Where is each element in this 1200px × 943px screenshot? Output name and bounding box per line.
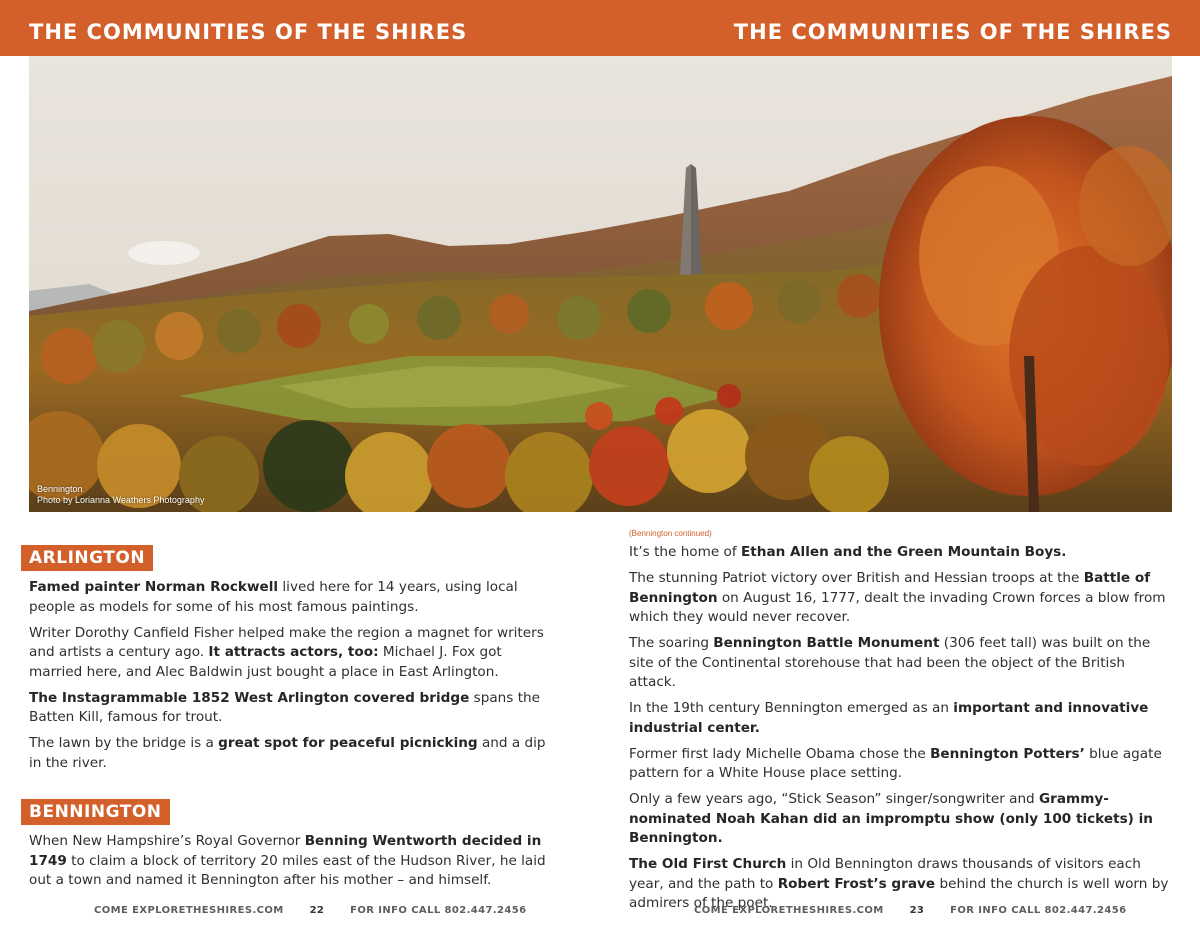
paragraph xyxy=(29,832,564,891)
footer-website-link[interactable]: COME EXPLORETHESHIRES.COM xyxy=(694,905,884,916)
continued-label: (Bennington continued) xyxy=(629,529,712,538)
page-title-left: THE COMMUNITIES OF THE SHIRES xyxy=(29,20,468,44)
page-number: 22 xyxy=(309,905,325,916)
text: Michael J. Fox got married here, and Alec Baldwin just bought a place in East Arlington. xyxy=(29,644,502,680)
footer-right xyxy=(694,905,1126,916)
bold-text: Famed painter Norman Rockwell xyxy=(29,579,279,595)
bold-text: The Instagrammable 1852 West Arlington covered bridge xyxy=(29,689,470,706)
footer-phone: FOR INFO CALL 802.447.2456 xyxy=(350,905,527,916)
paragraph xyxy=(629,543,1174,563)
arlington-heading: ARLINGTON xyxy=(21,545,153,571)
text: (306 feet tall) was built on the site of the Continental storehouse that had been the object of the British attack. xyxy=(629,635,1151,690)
bold-text: great spot for peaceful picnicking xyxy=(218,735,478,751)
paragraph xyxy=(29,734,559,773)
text: lived here for 14 years, using local people as models for some of his most famous paintings. xyxy=(29,579,518,615)
bold-text: The Old First Church xyxy=(629,856,787,872)
text: The lawn by the bridge is a xyxy=(29,735,219,751)
text: to claim a block of territory 20 miles east of the Hudson River, he laid out a town and named it Bennington after his mother – and himself. xyxy=(29,852,546,888)
text: and a dip in the river. xyxy=(29,735,546,771)
bold-text: Ethan Allen and the Green Mountain Boys. xyxy=(740,544,1067,560)
paragraph xyxy=(29,624,559,683)
bold-text: Battle of Bennington xyxy=(629,570,1151,606)
text: Only a few years ago, “Stick Season” singer/songwriter and xyxy=(629,791,1040,807)
caption-place: Bennington xyxy=(37,484,83,494)
bold-text: Grammy-nominated Noah Kahan did an impromptu show (only 100 tickets) in Bennington. xyxy=(629,791,1153,846)
text: blue agate pattern for a White House place setting. xyxy=(629,745,1162,781)
header-bar xyxy=(0,0,1200,56)
footer-left xyxy=(94,905,526,916)
paragraph xyxy=(629,699,1174,738)
paragraph xyxy=(629,790,1174,849)
bennington-heading: BENNINGTON xyxy=(21,799,170,825)
landscape-illustration xyxy=(29,56,1172,512)
caption-credit: Photo by Lorianna Weathers Photography xyxy=(37,495,205,505)
arlington-text xyxy=(29,578,559,780)
text: behind the church is well worn by admirers of the poet. xyxy=(629,875,1169,911)
page-number: 23 xyxy=(909,905,925,916)
text: The soaring xyxy=(629,635,714,651)
text: on August 16, 1777, dealt the invading Crown forces a blow from which they would never recover. xyxy=(629,589,1166,625)
bennington-continued-text xyxy=(629,543,1174,920)
footer-website-link[interactable]: COME EXPLORETHESHIRES.COM xyxy=(94,905,284,916)
paragraph xyxy=(29,689,559,728)
text: When New Hampshire’s Royal Governor xyxy=(29,833,305,849)
text: in Old Bennington draws thousands of visitors each year, and the path to xyxy=(629,856,1141,892)
text: It’s the home of xyxy=(629,544,741,560)
bold-text: Bennington Potters’ xyxy=(930,745,1085,762)
page-title-right: THE COMMUNITIES OF THE SHIRES xyxy=(733,20,1172,44)
paragraph xyxy=(629,745,1174,784)
paragraph xyxy=(29,578,559,617)
bold-text: Bennington Battle Monument xyxy=(713,635,940,651)
bennington-text xyxy=(29,832,564,897)
bold-text: Benning Wentworth decided in 1749 xyxy=(29,833,542,869)
text: In the 19th century Bennington emerged as an xyxy=(629,700,954,716)
bold-text: important and innovative industrial center. xyxy=(629,700,1149,736)
footer-phone: FOR INFO CALL 802.447.2456 xyxy=(950,905,1127,916)
text: spans the Batten Kill, famous for trout. xyxy=(29,689,541,725)
text: Writer Dorothy Canfield Fisher helped make the region a magnet for writers and artists a century ago. xyxy=(29,624,544,660)
text: The stunning Patriot victory over British and Hessian troops at the xyxy=(629,570,1084,586)
bold-text: It attracts actors, too: xyxy=(208,644,379,660)
paragraph xyxy=(629,634,1174,693)
paragraph xyxy=(629,569,1174,628)
text: Former first lady Michelle Obama chose the xyxy=(629,745,931,762)
photo-caption xyxy=(37,484,204,506)
landscape-photo xyxy=(29,56,1172,512)
bold-text: Robert Frost’s grave xyxy=(777,875,936,892)
